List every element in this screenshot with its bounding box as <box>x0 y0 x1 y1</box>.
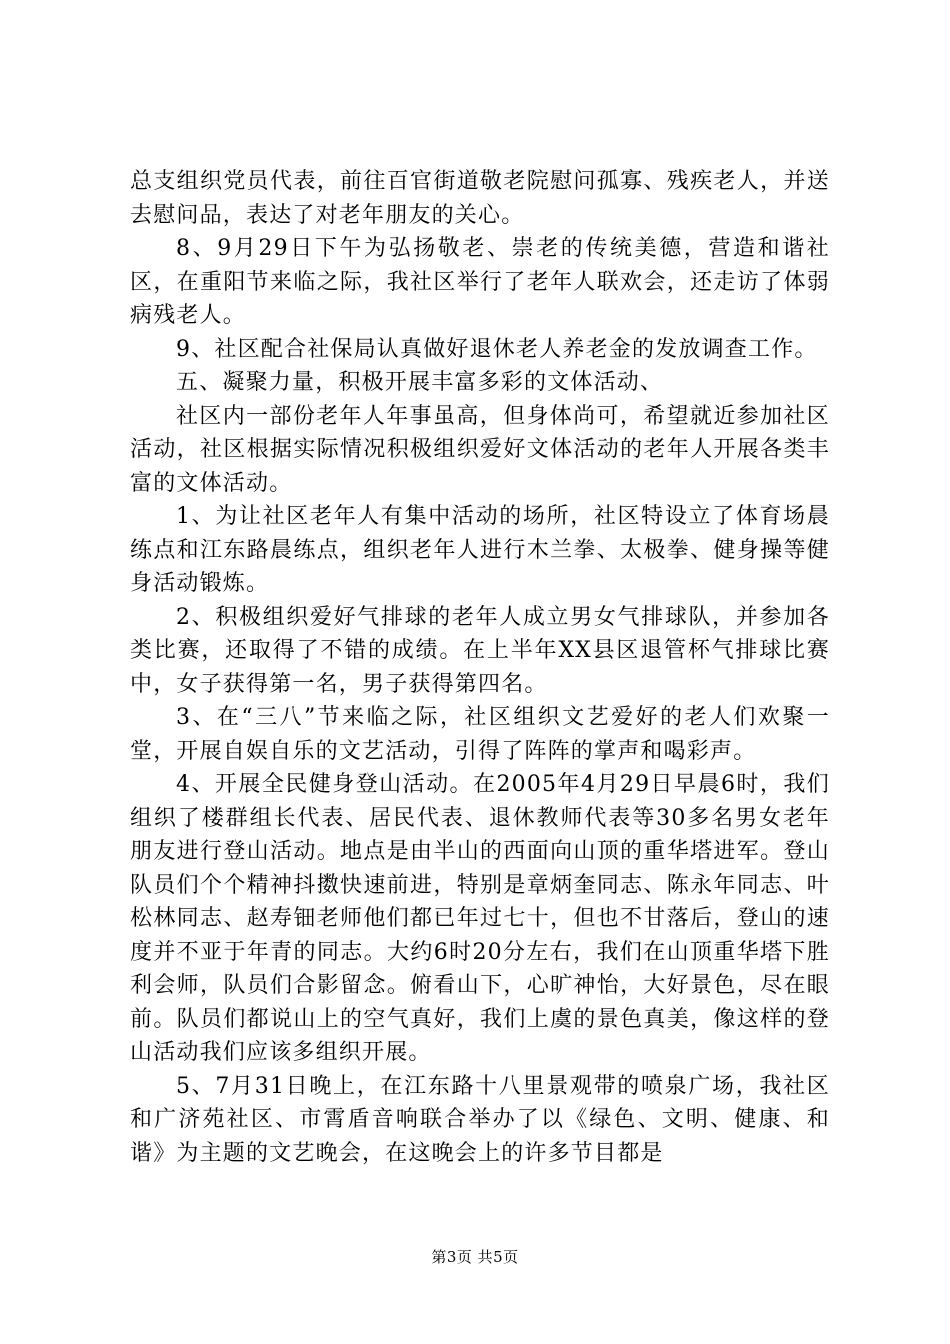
paragraph-item-8: 8、9月29日下午为弘扬敬老、崇老的传统美德，营造和谐社区，在重阳节来临之际，我社区举行了老年人联欢会，还走访了体弱病残老人。 <box>130 236 830 328</box>
paragraph-item-9: 9、社区配合社保局认真做好退休老人养老金的发放调查工作。 <box>176 336 818 362</box>
paragraph-activity-4: 4、开展全民健身登山活动。在2005年4月29日早晨6时，我们组织了楼群组长代表、居民代表、退休教师代表等30多名男女老年朋友进行登山活动。地点是由半山的西面向山顶的重华塔进军。登山队员们个个精神抖擞快速前进，特别是章炳奎同志、陈永年同志、叶松林同志、赵寿钿老师他们都已年过七十，但也不甘落后，登山的速度并不亚于年青的同志。大约6时20分左右，我们在山顶重华塔下胜利会师，队员们合影留念。俯看山下，心旷神怡，大好景色，尽在眼前。队员们都说山上的空气真好，我们上虞的景色真美，像这样的登山活动我们应该多组织开展。 <box>130 772 830 1065</box>
paragraph-continued: 总支组织党员代表，前往百官街道敬老院慰问孤寡、残疾老人，并送去慰问品，表达了对老年朋友的关心。 <box>130 169 830 228</box>
paragraph-section-intro: 社区内一部份老年人年事虽高，但身体尚可，希望就近参加社区活动，社区根据实际情况积极组织爱好文体活动的老年人开展各类丰富的文体活动。 <box>130 403 830 496</box>
paragraph-activity-2: 2、积极组织爱好气排球的老年人成立男女气排球队，并参加各类比赛，还取得了不错的成绩。在上半年XX县区退管杯气排球比赛中，女子获得第一名，男子获得第四名。 <box>130 604 830 697</box>
paragraph-activity-5: 5、7月31日晚上，在江东路十八里景观带的喷泉广场，我社区和广济苑社区、市霄盾音响联合举办了以《绿色、文明、健康、和谐》为主题的文艺晚会，在这晚会上的许多节目都是 <box>130 1073 830 1166</box>
section-heading-5: 五、凝聚力量，积极开展丰富多彩的文体活动、 <box>176 370 664 395</box>
paragraph-activity-3: 3、在“三八”节来临之际，社区组织文艺爱好的老人们欢聚一堂，开展自娱自乐的文艺活动，引得了阵阵的掌声和喝彩声。 <box>130 705 830 764</box>
document-body <box>130 165 830 1170</box>
page-number-footer: 第3页 共5页 <box>431 1248 519 1266</box>
paragraph-activity-1: 1、为让社区老年人有集中活动的场所，社区特设立了体育场晨练点和江东路晨练点，组织老年人进行木兰拳、太极拳、健身操等健身活动锻炼。 <box>130 504 830 596</box>
